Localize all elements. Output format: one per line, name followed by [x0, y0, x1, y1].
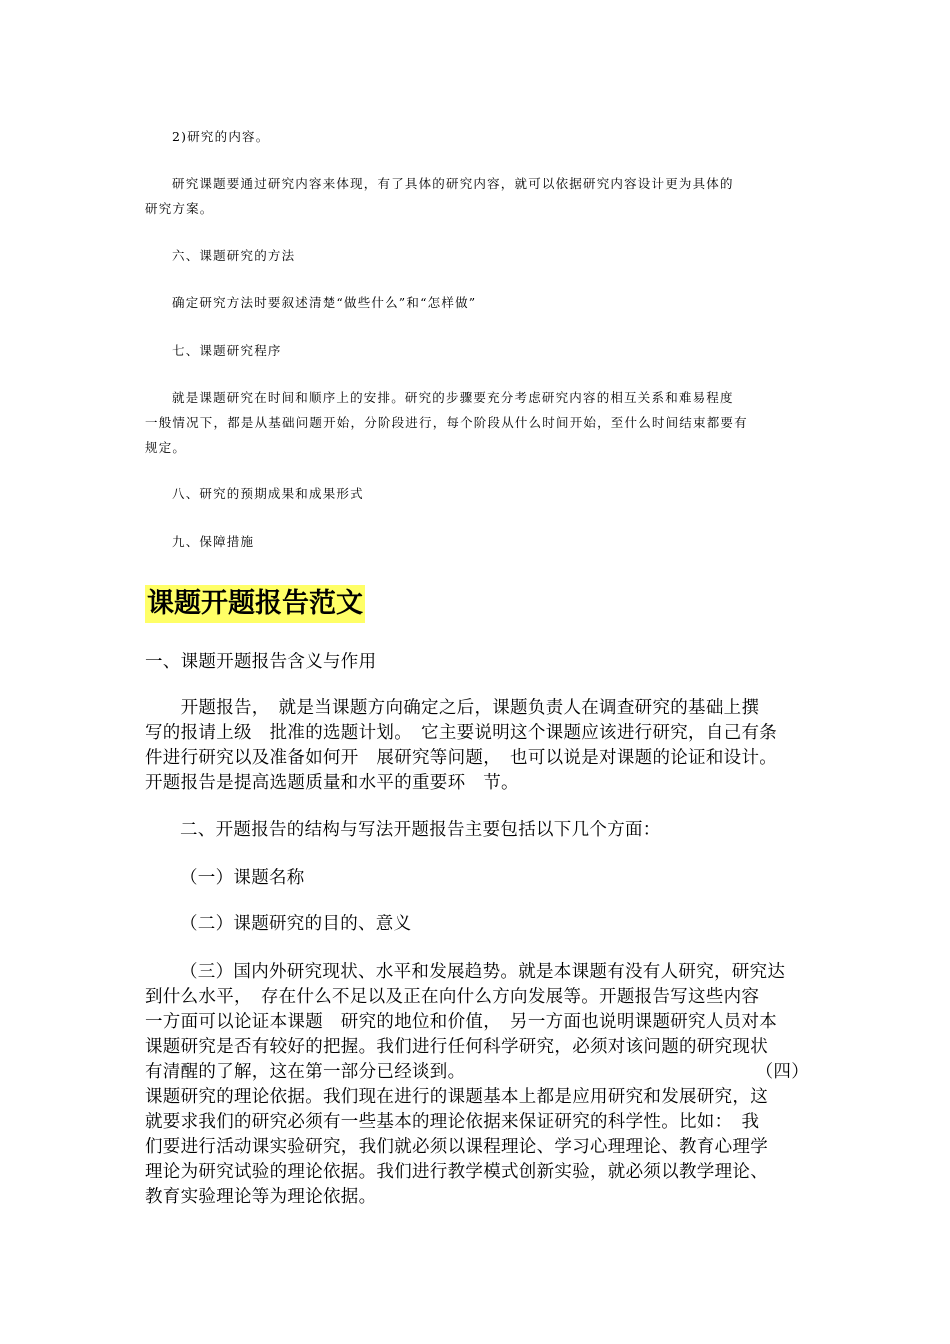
paragraph-line: 开题报告是提高选题质量和水平的重要环 节。 — [145, 773, 519, 793]
paragraph-line: 研究课题要通过研究内容来体现，有了具体的研究内容，就可以依据研究内容设计更为具体的 — [172, 176, 734, 191]
paragraph-line-left: 有清醒的了解，这在第一部分已经谈到。 — [145, 1062, 466, 1082]
article-title: 课题开题报告范文 — [145, 585, 365, 623]
paragraph-line: 开题报告， 就是当课题方向确定之后，课题负责人在调查研究的基础上撰 — [145, 698, 760, 718]
paragraph-line — [145, 1060, 809, 1085]
paragraph-line: 就要求我们的研究必须有一些基本的理论依据来保证研究的科学性。比如： 我 — [145, 1112, 760, 1132]
paragraph-line: 件进行研究以及准备如何开 展研究等问题， 也可以说是对课题的论证和设计。 — [145, 748, 778, 768]
heading-research-procedure: 七、课题研究程序 — [172, 343, 282, 358]
paragraph-line: 规定。 — [145, 440, 187, 455]
paragraph-line-right: （四） — [755, 1062, 809, 1082]
sub-heading-purpose: （二）课题研究的目的、意义 — [180, 914, 412, 934]
sub-heading-topic-name: （一）课题名称 — [180, 868, 305, 888]
paragraph-line: （三）国内外研究现状、水平和发展趋势。就是本课题有没有人研究，研究达 — [180, 962, 786, 982]
paragraph-line: 理论为研究试验的理论依据。我们进行教学模式创新实验，就必须以教学理论、 — [145, 1162, 768, 1182]
paragraph-line: 到什么水平， 存在什么不足以及正在向什么方向发展等。开题报告写这些内容 — [145, 987, 760, 1007]
paragraph-line: 一方面可以论证本课题 研究的地位和价值， 另一方面也说明课题研究人员对本 — [145, 1012, 778, 1032]
paragraph-line: 一般情况下，都是从基础问题开始，分阶段进行，每个阶段从什么时间开始，至什么时间结束都要有 — [145, 415, 748, 430]
paragraph-line: 写的报请上级 批准的选题计划。 它主要说明这个课题应该进行研究，自己有条 — [145, 723, 778, 743]
section-heading-structure: 二、开题报告的结构与写法开题报告主要包括以下几个方面： — [180, 820, 661, 840]
paragraph-intro — [145, 696, 809, 796]
item-research-content: 2)研究的内容。 — [172, 129, 270, 144]
paragraph-line: 课题研究是否有较好的把握。我们进行任何科学研究，必须对该问题的研究现状 — [145, 1037, 768, 1057]
section-heading-meaning: 一、课题开题报告含义与作用 — [145, 652, 377, 672]
heading-safeguards: 九、保障措施 — [172, 534, 255, 549]
paragraph-line: 就是课题研究在时间和顺序上的安排。研究的步骤要充分考虑研究内容的相互关系和难易程度 — [172, 390, 734, 405]
paragraph-line: 研究方案。 — [145, 201, 214, 216]
paragraph-research-status — [145, 960, 809, 1210]
heading-expected-results: 八、研究的预期成果和成果形式 — [172, 486, 364, 501]
paragraph-research-content — [145, 171, 809, 221]
paragraph-research-procedure — [145, 385, 809, 460]
paragraph-line: 教育实验理论等为理论依据。 — [145, 1187, 377, 1207]
paragraph-line: 们要进行活动课实验研究，我们就必须以课程理论、学习心理理论、教育心理学 — [145, 1137, 768, 1157]
heading-research-method: 六、课题研究的方法 — [172, 248, 296, 263]
paragraph-line: 课题研究的理论依据。我们现在进行的课题基本上都是应用研究和发展研究，这 — [145, 1087, 768, 1107]
paragraph-research-method: 确定研究方法时要叙述清楚“做些什么”和“怎样做” — [172, 295, 477, 310]
